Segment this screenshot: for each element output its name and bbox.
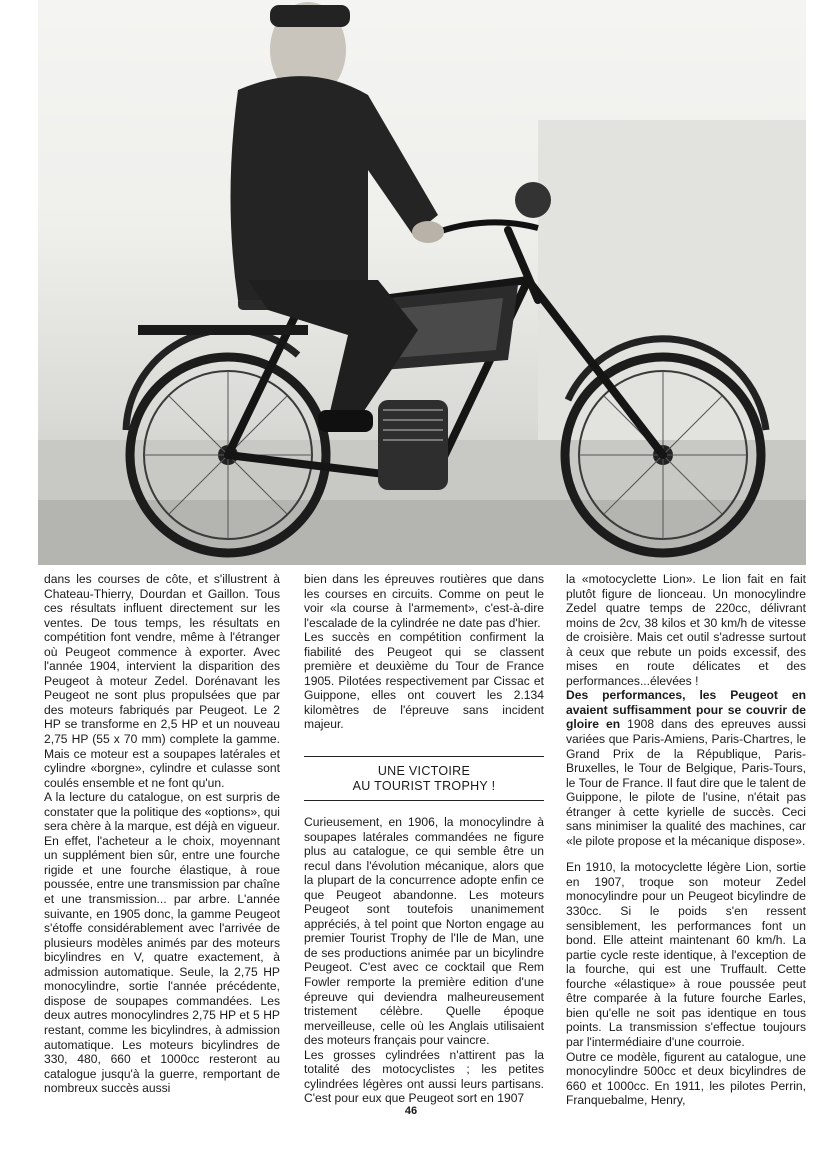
bold-lead: Des performances, les Peugeot en avaient suffisamment pour se couvrir de gloire en: [566, 688, 806, 732]
paragraph: Outre ce modèle, figurent au catalogue, une monocylindre 500cc et deux bicylindres de 660 et 1000cc. En 1911, les pilotes Perrin, Franquebalme, Henry,: [566, 1049, 806, 1108]
paragraph: [566, 688, 806, 848]
section-heading-line-1: UNE VICTOIRE: [377, 764, 471, 779]
paragraph: la «motocyclette Lion». Le lion fait en fait plutôt figure de lionceau. Un monocylindre Zedel quatre temps de 220cc, délivrant moins de 2cv, 38 kilos et 30 km/h de vitesse de croisière. Mais cet outil s'adresse surtout à ceux que rebute un poids excessif, des mises en route délicates et des performances...élevées !: [566, 572, 806, 688]
text-column-3: [566, 572, 806, 1108]
paragraph-rest: 1908 dans des epreuves aussi variées que Paris-Amiens, Paris-Chartres, le Grand Prix de la République, Paris-Bruxelles, le Tour de Belgique, Paris-Tours, le Tour de France. Il faut dire que le talent de Guippone, le pilote de l'usine, n'était pas étranger à cette kyrielle de succès. Ceci sans minimiser la qualité des machines, car «le pilote propose et la mécanique dispose».: [566, 717, 806, 848]
paragraph: Les succès en compétition confirment la fiabilité des Peugeot qui se classent première et deuxième du Tour de France 1905. Pilotées respectivement par Cissac et Guippone, elles ont couvert les 2.134 kilomètres de l'épreuve sans incident majeur.: [304, 630, 544, 732]
paragraph: A la lecture du catalogue, on est surpris de constater que la politique des «options», qui sera chère à la marque, est déjà en vigueur. En effet, l'acheteur a le choix, moyennant un supplément bien sûr, entre une fourche rigide et une fourche élastique, à roue poussée, entre une transmission par chaîne et une transmission... par arbre. L'année suivante, en 1905 donc, la gamme Peugeot s'étoffe considérablement avec l'arrivée de plusieurs modèles animés par des moteurs bicylindres en V, quatre exactement, à admission automatique. Seule, la 2,75 HP monocylindre, sortie l'année précédente, dispose de soupapes commandées. Les deux autres monocylindres 2,75 HP et 5 HP restant, comme les bicylindres, à admission automatique. Les moteurs bicylindres de 330, 480, 660 et 1000cc resteront au catalogue jusqu'à la guerre, remportant de nombreux succès aussi: [44, 790, 280, 1096]
page-number: 46: [404, 1105, 418, 1117]
paragraph: Curieusement, en 1906, la monocylindre à soupapes latérales commandées ne figure plus au catalogue, ce qui semble être un recul dans l'évolution mécanique, alors que la plupart de la concurrence adopte enfin ce que Peugeot abandonne. Les moteurs Peugeot sont toutefois unanimement appréciés, à tel point que Norton engage au premier Tourist Trophy de l'Ile de Man, une de ses productions animée par un bicylindre Peugeot. C'est avec ce cocktail que Rem Fowler remporte la première edition d'une épreuve qui deviendra malheureusement tristement célèbre. Quelle époque merveilleuse, celle où les Anglais utilisaient des moteurs français pour vaincre.: [304, 815, 544, 1048]
text-column-2: [304, 572, 544, 1106]
section-heading-line-2: AU TOURIST TROPHY !: [352, 779, 496, 794]
vintage-motorcycle-photo-icon: [38, 0, 806, 565]
paragraph: dans les courses de côte, et s'illustrent à Chateau-Thierry, Dourdan et Gaillon. Tous ces résultats influent directement sur les ventes. De tous temps, les résultats en compétition font vendre, même à l'étranger où Peugeot commence à exporter. Avec l'année 1904, intervient la disparition des Peugeot à moteur Zedel. Dorénavant les Peugeot ne sont plus propulsées que par des moteurs fabriqués par Peugeot. Le 2 HP se transforme en 2,5 HP et un nouveau 2,75 HP (55 x 70 mm) complete la gamme. Mais ce moteur est a soupapes latérales et cylindre «borgne», cylindre et culasse sont coulés ensemble et ne font qu'un.: [44, 572, 280, 790]
paragraph: Les grosses cylindrées n'attirent pas la totalité des motocyclistes ; les petites cylindrées légères ont aussi leurs partisans. C'est pour eux que Peugeot sort en 1907: [304, 1047, 544, 1106]
section-heading: [304, 756, 544, 801]
paragraph: En 1910, la motocyclette légère Lion, sortie en 1907, troque son moteur Zedel monocylindre pour un Peugeot bicylindre de 330cc. Si le poids s'en ressent sensiblement, les performances font un bond. Elle atteint maintenant 60 km/h. La partie cycle reste identique, à l'exception de la fourche, qui est une Truffault. Cette fourche «élastique» à roue poussée peut être comparée à la future fourche Earles, bien qu'elle ne soit pas identique en tous points. La transmission s'effectue toujours par l'intermédiaire d'une courroie.: [566, 860, 806, 1049]
motorcycle-photo: [38, 0, 806, 565]
text-column-1: [44, 572, 280, 1096]
paragraph: bien dans les épreuves routières que dans les courses en circuits. Comme on peut le voir «la course à l'armement», c'est-à-dire l'escalade de la cylindrée ne date pas d'hier.: [304, 572, 544, 630]
